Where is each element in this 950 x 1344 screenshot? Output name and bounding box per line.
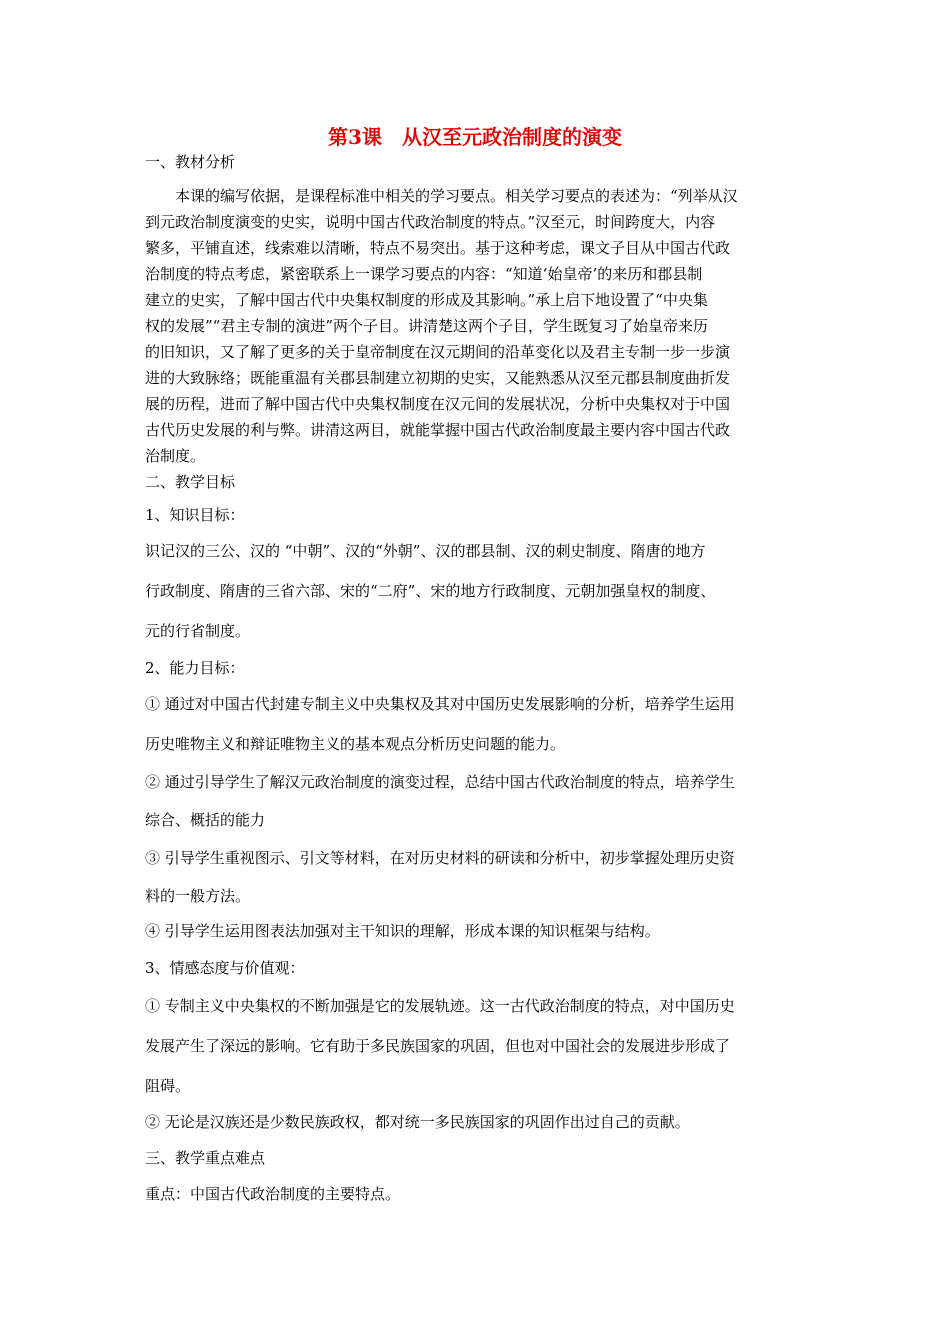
subheading-attitude-values: 3、情感态度与价值观： — [145, 959, 305, 977]
paragraph-line: 料的一般方法。 — [145, 887, 251, 905]
paragraph-line: ③ 引导学生重视图示、引文等材料，在对历史材料的研读和分析中，初步掌握处理历史资 — [145, 849, 735, 867]
paragraph-line: 的旧知识，又了解了更多的关于皇帝制度在汉元期间的沿革变化以及君主专制一步一步演 — [145, 343, 731, 361]
lesson-title: 第3课 从汉至元政治制度的演变 — [328, 125, 622, 149]
paragraph-line: 建立的史实，了解中国古代中央集权制度的形成及其影响。”承上启下地设置了“中央集 — [145, 291, 708, 309]
paragraph-line: 到元政治制度演变的史实，说明中国古代政治制度的特点。”汉至元，时间跨度大，内容 — [145, 213, 716, 231]
paragraph-line: ② 无论是汉族还是少数民族政权，都对统一多民族国家的巩固作出过自己的贡献。 — [145, 1113, 690, 1131]
paragraph-line: 繁多，平铺直述，线索难以清晰，特点不易突出。基于这种考虑，课文子目从中国古代政 — [145, 239, 731, 257]
paragraph-line: 治制度的特点考虑，紧密联系上一课学习要点的内容：“知道‘始皇帝’的来历和郡县制 — [145, 265, 703, 283]
paragraph-line: 本课的编写依据，是课程标准中相关的学习要点。相关学习要点的表述为：“列举从汉 — [145, 187, 738, 205]
paragraph-line: 重点：中国古代政治制度的主要特点。 — [145, 1185, 401, 1203]
paragraph-line: 识记汉的三公、汉的 “中朝”、汉的“外朝”、汉的郡县制、汉的刺史制度、隋唐的地方 — [145, 542, 706, 560]
paragraph-line: 治制度。 — [145, 447, 206, 465]
paragraph-line: 古代历史发展的利与弊。讲清这两目，就能掌握中国古代政治制度最主要内容中国古代政 — [145, 421, 731, 439]
paragraph-line: ① 通过对中国古代封建专制主义中央集权及其对中国历史发展影响的分析，培养学生运用 — [145, 695, 735, 713]
subheading-ability-objectives: 2、能力目标： — [145, 659, 245, 677]
paragraph-line: 综合、概括的能力 — [145, 811, 266, 829]
paragraph-line: 发展产生了深远的影响。它有助于多民族国家的巩固，但也对中国社会的发展进步形成了 — [145, 1037, 731, 1055]
paragraph-line: ② 通过引导学生了解汉元政治制度的演变过程，总结中国古代政治制度的特点，培养学生 — [145, 773, 735, 791]
paragraph-line: 权的发展”“君主专制的演进”两个子目。讲清楚这两个子目，学生既复习了始皇帝来历 — [145, 317, 709, 335]
paragraph-line: ① 专制主义中央集权的不断加强是它的发展轨迹。这一古代政治制度的特点，对中国历史 — [145, 997, 735, 1015]
paragraph-line: 阻碍。 — [145, 1077, 191, 1095]
paragraph-line: ④ 引导学生运用图表法加强对主干知识的理解，形成本课的知识框架与结构。 — [145, 922, 660, 940]
heading-textbook-analysis: 一、教材分析 — [145, 153, 236, 171]
heading-key-difficult-points: 三、教学重点难点 — [145, 1149, 266, 1167]
paragraph-line: 元的行省制度。 — [145, 622, 251, 640]
paragraph-line: 历史唯物主义和辩证唯物主义的基本观点分析历史问题的能力。 — [145, 735, 566, 753]
paragraph-line: 行政制度、隋唐的三省六部、宋的“二府”、宋的地方行政制度、元朝加强皇权的制度、 — [145, 582, 716, 600]
paragraph-line: 展的历程，进而了解中国古代中央集权制度在汉元间的发展状况，分析中央集权对于中国 — [145, 395, 731, 413]
heading-teaching-objectives: 二、教学目标 — [145, 473, 236, 491]
paragraph-line: 进的大致脉络；既能重温有关郡县制建立初期的史实，又能熟悉从汉至元郡县制度曲折发 — [145, 369, 731, 387]
subheading-knowledge-objectives: 1、知识目标： — [145, 506, 245, 524]
